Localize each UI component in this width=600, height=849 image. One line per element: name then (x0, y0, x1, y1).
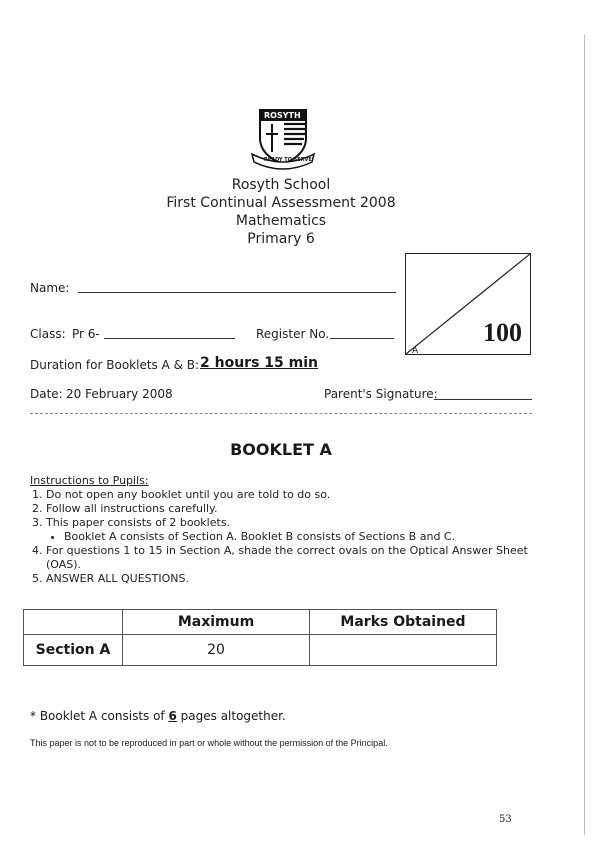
class-field[interactable] (104, 338, 235, 339)
total-score: 100 (483, 318, 522, 347)
instruction-item: 5. ANSWER ALL QUESTIONS. (46, 572, 550, 586)
assessment-title: First Continual Assessment 2008 (166, 195, 396, 211)
level-title: Primary 6 (247, 231, 315, 247)
school-crest-logo (250, 104, 316, 170)
instructions (30, 474, 550, 586)
instruction-item: 2. Follow all instructions carefully. (46, 502, 550, 516)
date-value: 20 February 2008 (66, 387, 173, 401)
instruction-item: 1. Do not open any booklet until you are told to do so. (46, 488, 550, 502)
signature-label: Parent's Signature: (324, 387, 438, 401)
copyright-note: This paper is not to be reproduced in part or whole without the permission of the Principal. (30, 738, 388, 748)
subject-title: Mathematics (235, 213, 327, 229)
table-row (24, 635, 497, 666)
class-label: Class: (30, 327, 66, 341)
instructions-heading: Instructions to Pupils: (30, 474, 149, 487)
table-header-row (24, 610, 497, 635)
pages-note: * Booklet A consists of 6 pages altogether. (30, 709, 286, 723)
instruction-item: 3. This paper consists of 2 booklets. • Booklet A consists of Section A. Booklet B consists of Sections B and C. (46, 516, 550, 544)
table-header-cell: Maximum (123, 610, 310, 635)
page-number: 53 (499, 814, 512, 825)
date-label: Date: (30, 387, 63, 401)
maximum-cell: 20 (123, 635, 310, 666)
register-label: Register No. (256, 327, 330, 341)
booklet-title: BOOKLET A (230, 440, 332, 459)
instruction-item: 4. For questions 1 to 15 in Section A, shade the correct ovals on the Optical Answer Sheet (OAS). (46, 544, 550, 572)
class-value: Pr 6- (72, 327, 100, 341)
name-field[interactable] (78, 292, 396, 293)
section-cell: Section A (24, 635, 123, 666)
duration-label: Duration for Booklets A & B: (30, 358, 200, 372)
pages-count: 6 (168, 709, 177, 723)
score-corner-mark: A (412, 346, 419, 356)
crest-motto-text: READY TO SERVE (264, 157, 312, 163)
table-header-cell (24, 610, 123, 635)
table-header-cell: Marks Obtained (310, 610, 497, 635)
marks-table (23, 609, 497, 666)
page-edge-line (584, 35, 585, 835)
duration-value: 2 hours 15 min (200, 355, 318, 371)
total-score-box (405, 253, 531, 355)
divider (30, 413, 532, 414)
signature-field[interactable] (434, 399, 532, 400)
crest-top-text: ROSYTH (264, 111, 301, 120)
instruction-sub-item: • Booklet A consists of Section A. Booklet B consists of Sections B and C. (64, 530, 550, 544)
name-label: Name: (30, 281, 70, 295)
register-field[interactable] (330, 338, 394, 339)
marks-obtained-cell[interactable] (310, 635, 497, 666)
school-name: Rosyth School (231, 177, 331, 193)
